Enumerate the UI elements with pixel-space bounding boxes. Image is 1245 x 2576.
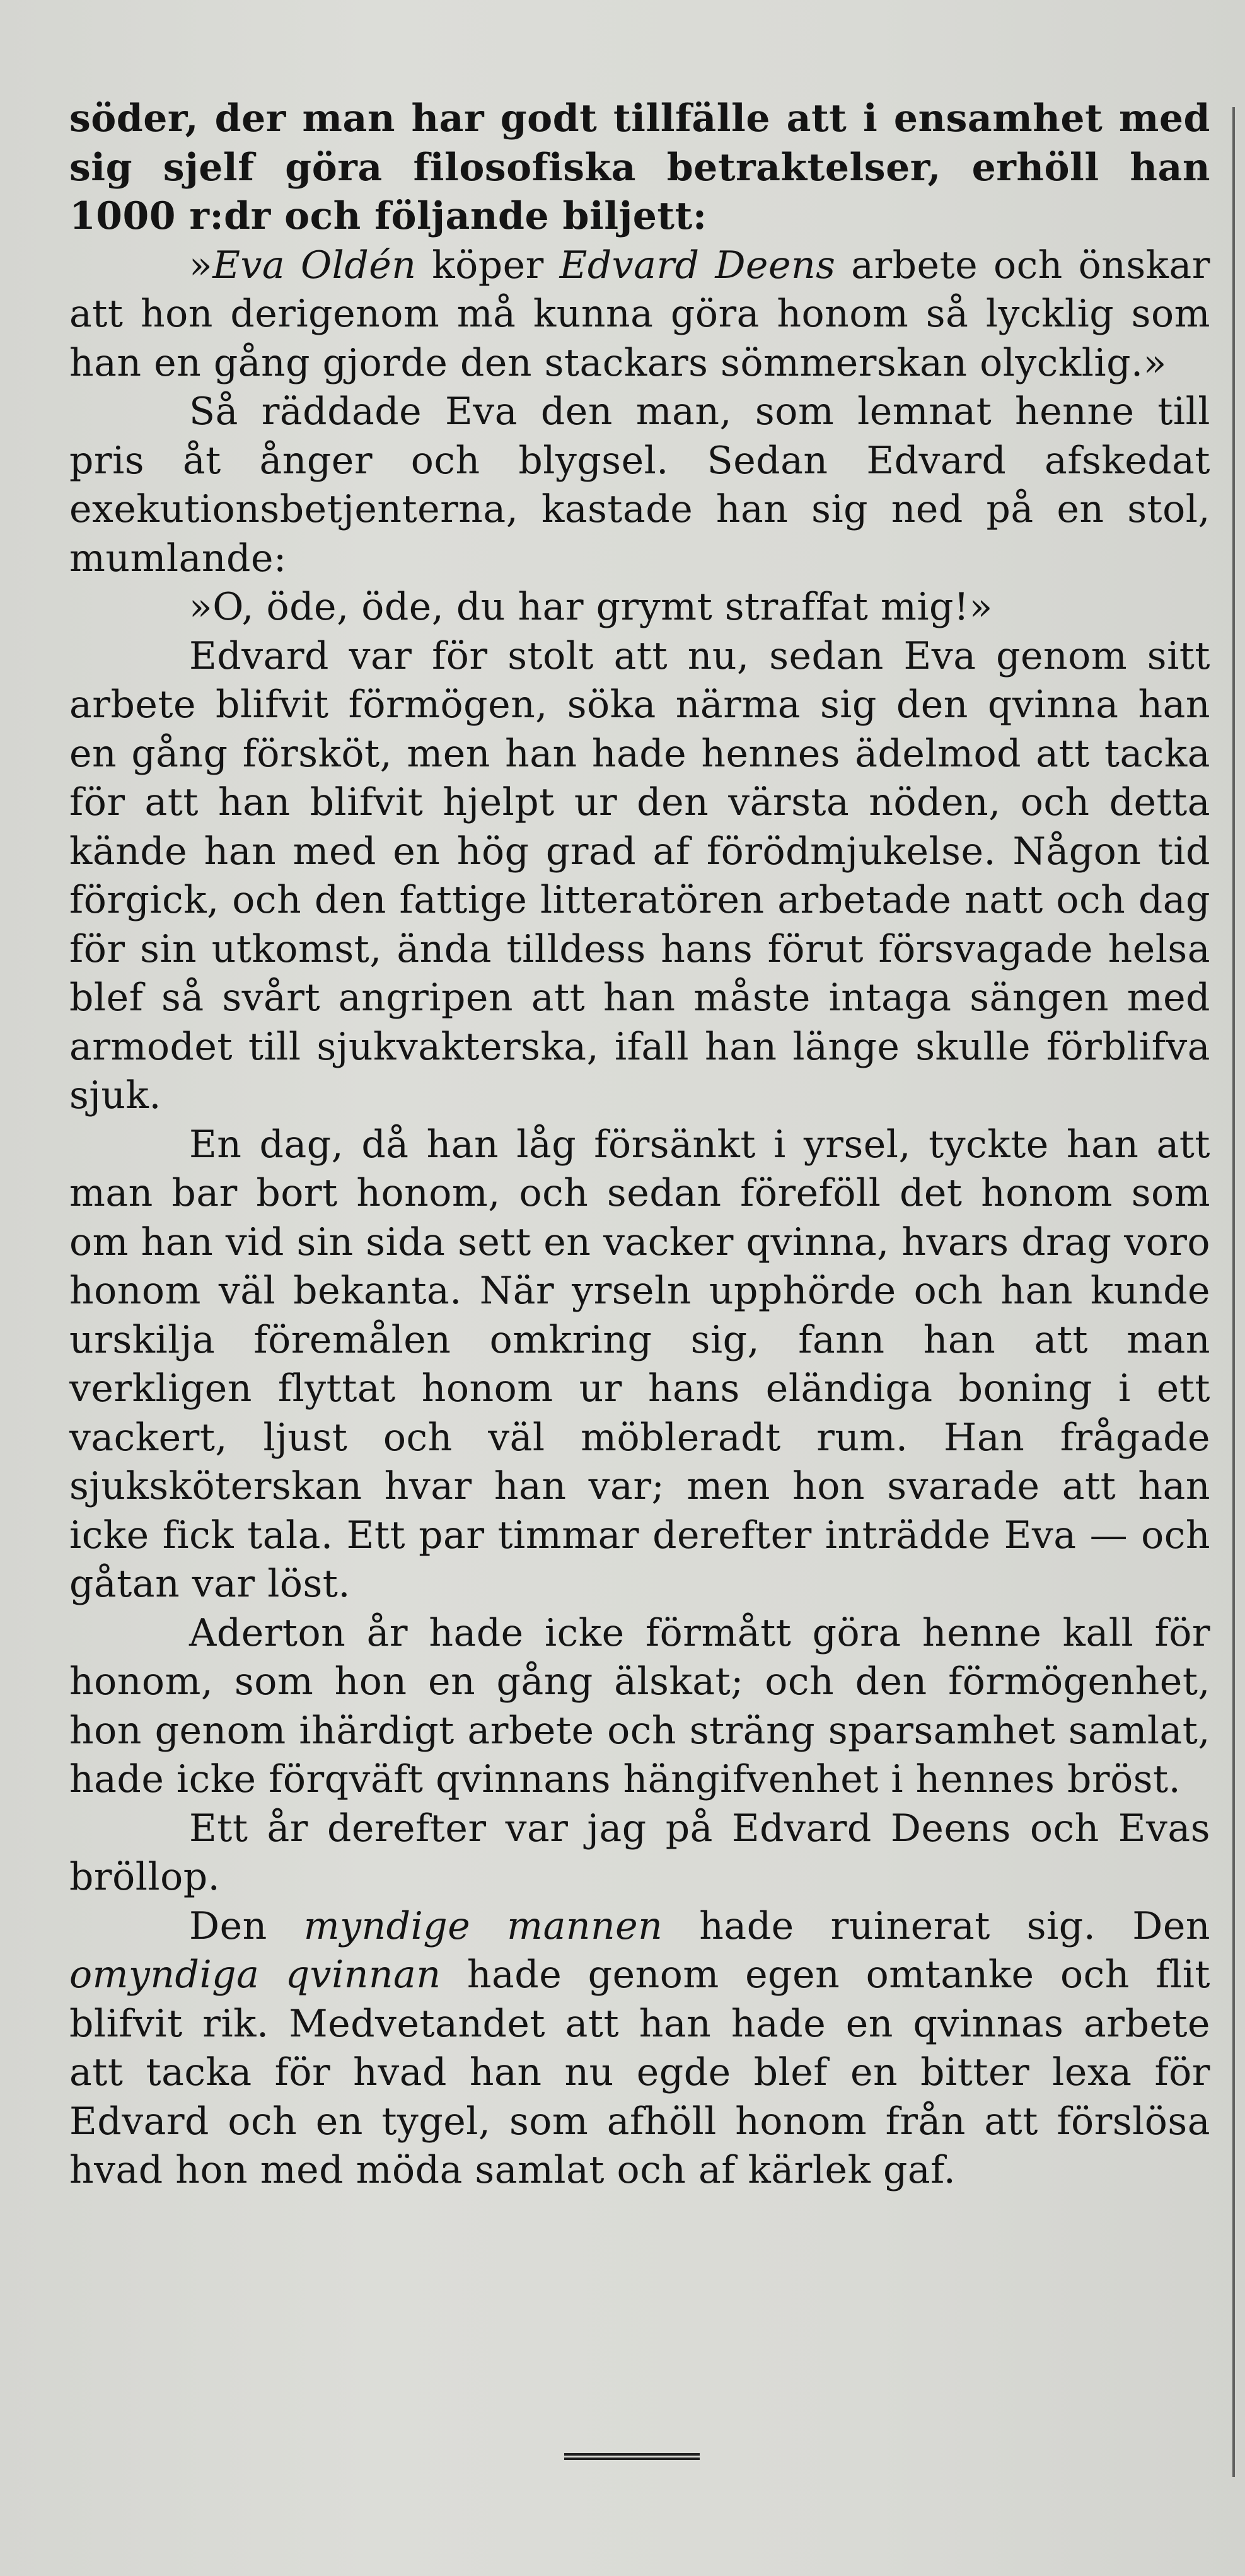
paragraph-4: »O, öde, öde, du har grymt straffat mig!»	[189, 585, 993, 629]
paragraph-6: En dag, då han låg försänkt i yrsel, tyckte han att man bar bort honom, och sedan föreföll det honom som om han vid sin sida sett en vacker qvinna, hvars drag voro honom väl bekanta. När yrseln upphörde och han kunde urskilja föremålen omkring sig, fann han att man verkligen flyttat honom ur hans eländiga boning i ett vackert, ljust och väl möbleradt rum. Han frågade sjuksköterskan hvar han var; men hon svarade att han icke fick tala. Ett par timmar derefter inträdde Eva — och gåtan var löst.	[69, 1122, 1210, 1606]
column-rule	[1232, 107, 1235, 2477]
article-body	[69, 95, 1210, 2195]
emphasis-omyndiga-qvinnan: omyndiga qvinnan	[69, 1953, 441, 1997]
paragraph-5: Edvard var för stolt att nu, sedan Eva genom sitt arbete blifvit förmögen, söka närma sig den qvinna han en gång försköt, men han hade hennes ädelmod att tacka för att han blifvit hjelpt ur den värsta nöden, och detta kände han med en hög grad af förödmjukelse. Någon tid förgick, och den fattige litteratören arbetade natt och dag för sin utkomst, ända tilldess hans förut försvagade helsa blef så svårt angripen att han måste intaga sängen med armodet till sjukvakterska, ifall han länge skulle förblifva sjuk.	[69, 633, 1210, 1118]
divider-line-bottom	[564, 2458, 700, 2460]
name-eva-olden: Eva Oldén	[212, 243, 417, 287]
name-edvard-deens: Edvard Deens	[559, 243, 836, 287]
divider-line-top	[564, 2453, 700, 2456]
paragraph-3: Så räddade Eva den man, som lemnat henne till pris åt ånger och blygsel. Sedan Edvard afskedat exekutionsbetjenterna, kastade han sig ned på en stol, mumlande:	[69, 390, 1210, 580]
end-divider	[564, 2453, 700, 2463]
paragraph-1: söder, der man har godt tillfälle att i ensamhet med sig sjelf göra filosofiska betraktelser, erhöll han 1000 r:dr och följande biljett:	[69, 96, 1210, 238]
emphasis-myndige-mannen: myndige mannen	[303, 1903, 663, 1948]
paragraph-2-mid: köper	[416, 243, 560, 287]
paragraph-2-rest: arbete och önskar att hon derigenom må kunna göra honom så lycklig som han en gång gjorde den stackars sömmerskan olycklig.»	[69, 243, 1210, 385]
paragraph-7: Aderton år hade icke förmått göra henne kall för honom, som hon en gång älskat; och den förmögenhet, hon genom ihärdigt arbete och sträng sparsamhet samlat, hade icke förqväft qvinnans hängifvenhet i hennes bröst.	[69, 1610, 1210, 1801]
paragraph-9-a: Den	[189, 1903, 304, 1948]
paragraph-9-b: hade ruinerat sig. Den	[663, 1903, 1211, 1948]
paragraph-9	[69, 1902, 1210, 2195]
paragraph-9-c: hade genom egen omtanke och flit blifvit rik. Medvetandet att han hade en qvinnas arbete att tacka för hvad han nu egde blef en bitter lexa för Edvard och en tygel, som afhöll honom från att förslösa hvad hon med möda samlat och af kärlek gaf.	[69, 1953, 1210, 2192]
paragraph-8: Ett år derefter var jag på Edvard Deens och Evas bröllop.	[69, 1806, 1210, 1899]
paragraph-2	[69, 241, 1210, 388]
quote-open: »	[189, 243, 213, 287]
